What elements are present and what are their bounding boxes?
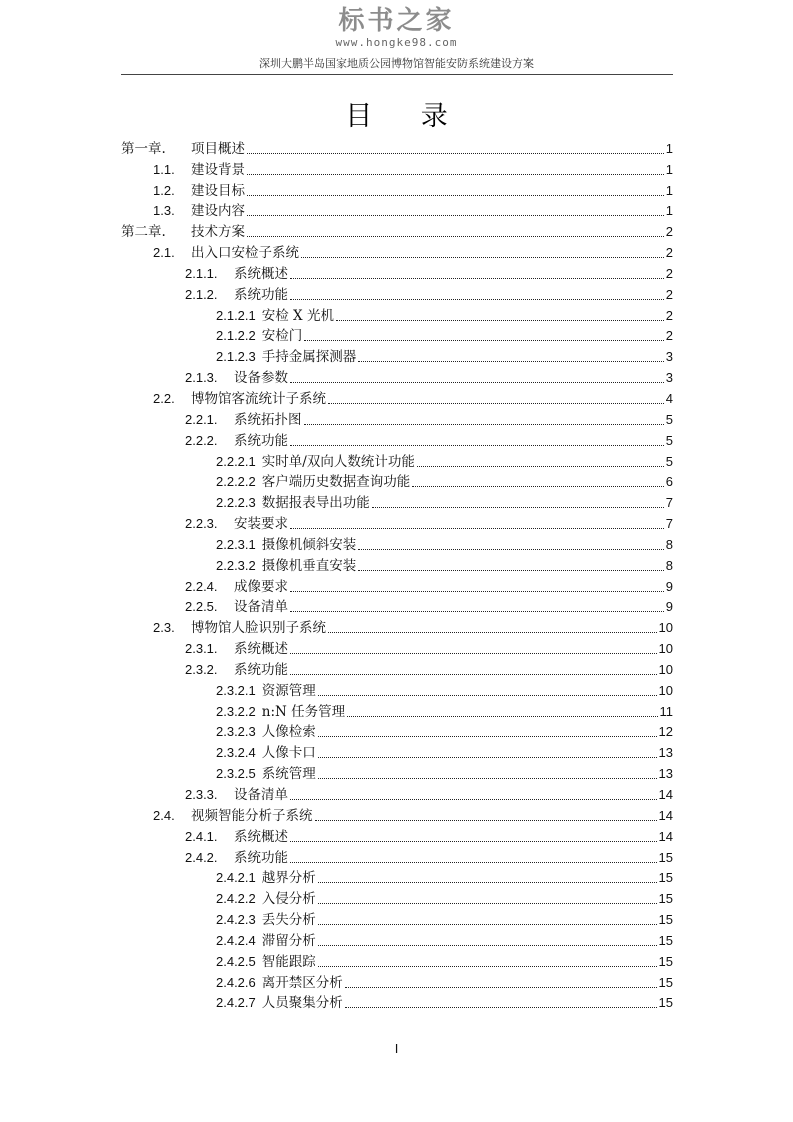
toc-entry-number: 2.2.5. <box>185 599 218 615</box>
toc-entry-title: 摄像机倾斜安装 <box>261 536 357 553</box>
toc-entry-page: 10 <box>658 620 673 636</box>
toc-entry[interactable] <box>121 283 673 304</box>
watermark-logo: 标书之家 <box>338 6 455 36</box>
toc-entry-page: 8 <box>665 557 673 573</box>
toc-entry-title: 设备清单 <box>234 599 288 616</box>
toc-dot-leader <box>318 882 657 883</box>
toc-entry-page: 12 <box>658 724 673 740</box>
toc-entry-title: 系统功能 <box>234 661 288 678</box>
toc-entry-number: 2.2.2.1 <box>216 453 256 469</box>
toc-entry[interactable] <box>121 658 673 679</box>
toc-entry-page: 8 <box>665 536 673 552</box>
toc-entry[interactable] <box>121 471 673 492</box>
toc-entry-number: 1.2. <box>153 182 175 198</box>
toc-dot-leader <box>347 716 657 717</box>
toc-entry-title: 入侵分析 <box>261 891 316 908</box>
toc-entry-title: 越界分析 <box>261 870 316 887</box>
toc-dot-leader <box>290 528 664 529</box>
toc-entry-page: 4 <box>665 390 673 406</box>
toc-entry-number: 2.4.2.2 <box>216 891 256 907</box>
toc-entry[interactable] <box>121 450 673 471</box>
toc-entry-title: 设备清单 <box>234 787 288 803</box>
toc-entry-number: 第一章. <box>121 140 166 157</box>
toc-entry-page: 5 <box>665 432 673 448</box>
toc-entry-page: 1 <box>665 203 673 219</box>
toc-entry-number: 2.2. <box>153 390 175 406</box>
toc-entry-number: 2.3.2.4 <box>216 745 256 761</box>
document-header-title: 深圳大鹏半岛国家地质公园博物馆智能安防系统建设方案 <box>259 57 534 70</box>
toc-entry[interactable] <box>121 220 673 241</box>
toc-entry-number: 2.3.2. <box>185 661 218 677</box>
toc-entry-number: 2.2.3.2 <box>216 557 256 573</box>
toc-entry[interactable] <box>121 762 673 783</box>
toc-entry[interactable] <box>121 846 673 867</box>
toc-entry-number: 2.1.3. <box>185 370 218 386</box>
toc-entry-number: 2.4.2.3 <box>216 912 256 928</box>
toc-dot-leader <box>318 924 657 925</box>
toc-entry[interactable] <box>121 679 673 700</box>
toc-dot-leader <box>318 757 657 758</box>
toc-entry[interactable] <box>121 137 673 158</box>
toc-dot-leader <box>318 903 657 904</box>
toc-entry-title: 建设内容 <box>191 203 245 220</box>
toc-entry[interactable] <box>121 867 673 888</box>
toc-entry-number: 2.1. <box>153 245 175 261</box>
toc-entry[interactable] <box>121 783 673 804</box>
toc-entry-page: 7 <box>665 516 673 532</box>
toc-entry-number: 2.2.3.1 <box>216 536 256 552</box>
toc-entry[interactable] <box>121 741 673 762</box>
toc-dot-leader <box>304 340 664 341</box>
toc-entry[interactable] <box>121 491 673 512</box>
toc-entry-page: 1 <box>665 161 673 177</box>
toc-entry[interactable] <box>121 241 673 262</box>
toc-entry-number: 2.4.2.5 <box>216 953 256 969</box>
toc-dot-leader <box>247 236 664 237</box>
toc-entry-title: 系统管理 <box>261 766 316 783</box>
toc-entry[interactable] <box>121 366 673 387</box>
toc-dot-leader <box>315 820 657 821</box>
toc-dot-leader <box>290 591 664 592</box>
toc-entry-page: 14 <box>658 807 673 823</box>
toc-entry[interactable] <box>121 929 673 950</box>
toc-entry[interactable] <box>121 304 673 325</box>
toc-entry-title: 系统概述 <box>234 641 288 658</box>
toc-entry-title: 资源管理 <box>261 682 316 699</box>
toc-dot-leader <box>290 445 664 446</box>
toc-entry-title: 项目概述 <box>191 140 245 157</box>
toc-entry[interactable] <box>121 637 673 658</box>
toc-entry-number: 2.3.1. <box>185 641 218 657</box>
toc-entry-page: 15 <box>658 974 673 990</box>
toc-entry-number: 2.1.2. <box>185 286 218 302</box>
toc-entry-page: 15 <box>658 953 673 969</box>
toc-entry-number: 2.1.1. <box>185 265 218 281</box>
toc-entry[interactable] <box>121 387 673 408</box>
toc-dot-leader <box>290 862 657 863</box>
toc-entry-number: 2.3. <box>153 620 175 636</box>
toc-dot-leader <box>290 841 657 842</box>
toc-entry-title: 智能跟踪 <box>261 953 316 970</box>
toc-dot-leader <box>345 987 657 988</box>
toc-entry[interactable] <box>121 804 673 825</box>
toc-entry-number: 2.3.2.2 <box>216 703 256 719</box>
toc-entry-page: 3 <box>665 349 673 365</box>
toc-dot-leader <box>247 195 664 196</box>
toc-entry-page: 15 <box>658 932 673 948</box>
toc-entry[interactable] <box>121 908 673 929</box>
toc-dot-leader <box>290 674 657 675</box>
toc-dot-leader <box>328 403 664 404</box>
toc-entry[interactable] <box>121 700 673 721</box>
toc-entry-title: 系统概述 <box>234 828 288 845</box>
toc-dot-leader <box>290 278 664 279</box>
toc-entry-page: 1 <box>665 140 673 156</box>
toc-entry-page: 10 <box>658 641 673 657</box>
toc-entry-title: 人像卡口 <box>261 745 316 762</box>
toc-entry-page: 14 <box>658 828 673 844</box>
toc-entry-page: 15 <box>658 849 673 865</box>
toc-entry-number: 2.4.2.4 <box>216 932 256 948</box>
toc-entry-page: 2 <box>665 224 673 240</box>
toc-dot-leader <box>304 424 664 425</box>
toc-entry-title: 出入口安检子系统 <box>191 245 299 262</box>
toc-entry[interactable] <box>121 325 673 346</box>
toc-entry-page: 14 <box>658 787 673 802</box>
toc-entry-title: 视频智能分析子系统 <box>191 807 313 824</box>
toc-entry-title: 实时单/双向人数统计功能 <box>261 453 415 470</box>
toc-dot-leader <box>318 778 657 779</box>
toc-title: 目 录 <box>345 101 468 132</box>
toc-dot-leader <box>372 507 664 508</box>
toc-entry-number: 2.3.2.5 <box>216 766 256 782</box>
toc-entry-title: 博物馆客流统计子系统 <box>191 390 326 407</box>
toc-dot-leader <box>318 736 657 737</box>
toc-entry[interactable] <box>121 345 673 366</box>
toc-entry-number: 2.2.3. <box>185 516 218 532</box>
toc-entry-number: 2.1.2.2 <box>216 328 256 344</box>
toc-entry[interactable] <box>121 616 673 637</box>
page-number: I <box>394 1041 399 1056</box>
toc-entry-page: 9 <box>665 578 673 594</box>
toc-entry-page: 15 <box>658 870 673 886</box>
toc-entry-number: 2.4.2.1 <box>216 870 256 886</box>
toc-dot-leader <box>247 174 664 175</box>
toc-entry-title: 客户端历史数据查询功能 <box>261 474 411 491</box>
toc-entry-title: 摄像机垂直安装 <box>261 557 357 574</box>
toc-entry[interactable] <box>121 262 673 283</box>
toc-entry[interactable] <box>121 512 673 533</box>
toc-dot-leader <box>318 945 657 946</box>
toc-entry-title: 博物馆人脸识别子系统 <box>191 620 326 637</box>
toc-entry-title: 人员聚集分析 <box>261 995 343 1012</box>
toc-dot-leader <box>358 570 664 571</box>
toc-entry[interactable] <box>121 596 673 617</box>
toc-entry-number: 1.1. <box>153 161 175 177</box>
toc-entry-title: 系统功能 <box>234 432 288 449</box>
toc-entry[interactable] <box>121 825 673 846</box>
toc-entry-title: 安装要求 <box>234 516 288 533</box>
toc-entry-number: 2.2.2.2 <box>216 474 256 490</box>
header-divider <box>121 74 673 75</box>
toc-entry-page: 15 <box>658 912 673 928</box>
toc-dot-leader <box>290 299 664 300</box>
table-of-contents <box>121 137 673 1012</box>
toc-entry-page: 2 <box>665 286 673 302</box>
toc-entry-title: 手持金属探测器 <box>261 349 357 366</box>
toc-entry-number: 2.3.3. <box>185 787 218 802</box>
toc-entry-title: 滞留分析 <box>261 932 316 949</box>
toc-dot-leader <box>290 382 664 383</box>
toc-entry-page: 3 <box>665 370 673 386</box>
toc-entry-page: 13 <box>658 745 673 761</box>
toc-entry[interactable] <box>121 179 673 200</box>
toc-dot-leader <box>247 215 664 216</box>
toc-dot-leader <box>358 549 664 550</box>
toc-entry[interactable] <box>121 554 673 575</box>
toc-entry-page: 9 <box>665 599 673 615</box>
toc-entry-title: 系统拓扑图 <box>234 411 302 428</box>
toc-entry[interactable] <box>121 533 673 554</box>
toc-entry[interactable] <box>121 950 673 971</box>
toc-entry-title: 数据报表导出功能 <box>261 495 370 512</box>
toc-dot-leader <box>358 361 664 362</box>
toc-entry-page: 13 <box>658 766 673 782</box>
toc-entry-title: 建设目标 <box>191 182 245 199</box>
toc-dot-leader <box>412 486 664 487</box>
toc-entry-page: 10 <box>658 682 673 698</box>
toc-entry-title: 系统功能 <box>234 286 288 303</box>
toc-entry-title: 安检门 <box>261 328 303 345</box>
toc-entry-title: 成像要求 <box>234 578 288 595</box>
toc-entry-page: 2 <box>665 328 673 344</box>
toc-entry-page: 15 <box>658 995 673 1011</box>
toc-entry-number: 2.2.2.3 <box>216 495 256 511</box>
toc-entry-number: 第二章. <box>121 224 166 241</box>
toc-entry-number: 2.4.2.6 <box>216 974 256 990</box>
toc-entry-page: 5 <box>665 411 673 427</box>
toc-entry-number: 2.3.2.1 <box>216 682 256 698</box>
toc-entry-page: 2 <box>665 265 673 281</box>
toc-entry-title: 技术方案 <box>191 224 245 241</box>
toc-entry-page: 6 <box>665 474 673 490</box>
toc-entry[interactable] <box>121 575 673 596</box>
toc-entry[interactable] <box>121 721 673 742</box>
toc-entry[interactable] <box>121 429 673 450</box>
toc-dot-leader <box>417 466 664 467</box>
toc-dot-leader <box>290 653 657 654</box>
toc-entry[interactable] <box>121 971 673 992</box>
toc-entry-number: 2.4. <box>153 807 175 823</box>
toc-entry-number: 2.4.2.7 <box>216 995 256 1011</box>
toc-dot-leader <box>336 320 664 321</box>
toc-entry-page: 2 <box>665 307 673 323</box>
toc-entry-number: 2.4.2. <box>185 849 218 865</box>
toc-entry-page: 5 <box>665 453 673 469</box>
toc-entry-title: 离开禁区分析 <box>261 974 343 991</box>
toc-entry-page: 10 <box>658 661 673 677</box>
toc-entry-page: 2 <box>665 245 673 261</box>
toc-entry-number: 2.4.1. <box>185 828 218 844</box>
toc-entry-number: 2.3.2.3 <box>216 724 256 740</box>
toc-entry-title: 人像检索 <box>261 724 316 741</box>
toc-dot-leader <box>328 632 657 633</box>
toc-entry-number: 2.2.4. <box>185 578 218 594</box>
toc-entry[interactable] <box>121 887 673 908</box>
toc-entry-title: 安检 X 光机 <box>261 307 334 324</box>
toc-entry-page: 7 <box>665 495 673 511</box>
toc-entry-page: 1 <box>665 182 673 198</box>
toc-entry-title: 设备参数 <box>234 370 288 387</box>
toc-dot-leader <box>301 257 664 258</box>
toc-dot-leader <box>290 799 657 800</box>
toc-entry-title: n:N 任务管理 <box>261 703 346 720</box>
toc-entry-title: 建设背景 <box>191 161 245 178</box>
toc-dot-leader <box>345 1007 657 1008</box>
toc-dot-leader <box>318 966 657 967</box>
toc-entry[interactable] <box>121 200 673 221</box>
toc-entry-number: 2.1.2.1 <box>216 307 256 323</box>
toc-entry-number: 1.3. <box>153 203 175 219</box>
toc-entry-title: 丢失分析 <box>261 912 316 929</box>
toc-entry-number: 2.2.1. <box>185 411 218 427</box>
toc-dot-leader <box>318 695 657 696</box>
toc-entry[interactable] <box>121 408 673 429</box>
toc-entry-title: 系统功能 <box>234 849 288 866</box>
toc-entry-page: 11 <box>659 703 673 719</box>
toc-dot-leader <box>247 153 664 154</box>
toc-entry-number: 2.1.2.3 <box>216 349 256 365</box>
watermark-url: www.hongke98.com <box>335 36 458 49</box>
toc-entry-number: 2.2.2. <box>185 432 218 448</box>
toc-entry[interactable] <box>121 992 673 1013</box>
toc-entry-title: 系统概述 <box>234 265 288 282</box>
toc-entry-page: 15 <box>658 891 673 907</box>
toc-entry[interactable] <box>121 158 673 179</box>
toc-dot-leader <box>290 611 664 612</box>
